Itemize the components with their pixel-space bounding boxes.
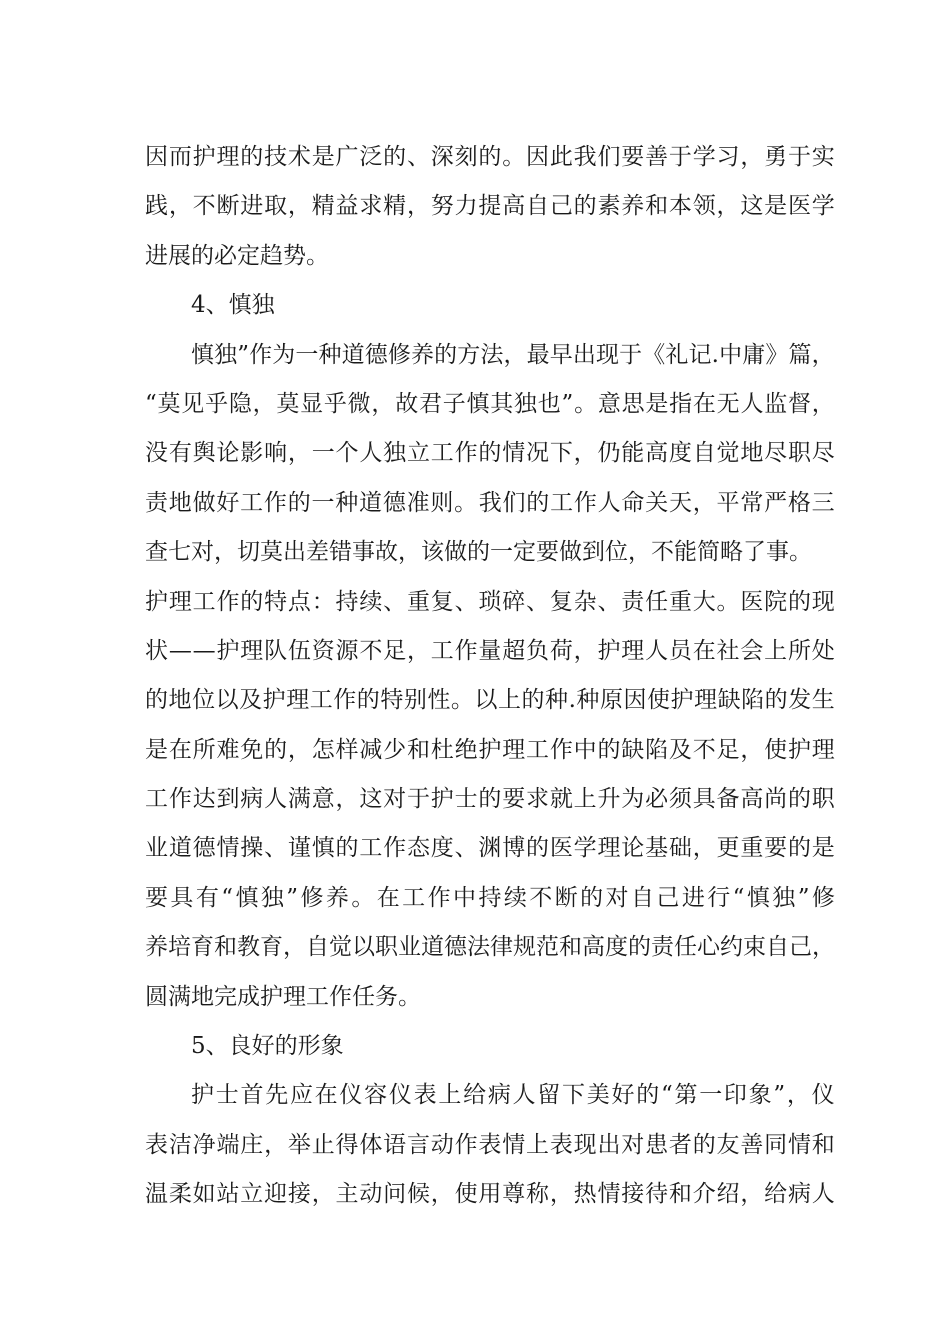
justified-line-content: 慎 独 ” 作 为 一 种 道 德 修 养 的 方 法 ， 最 早 出 现 于 《 礼 记 . 中 庸 》 篇 ， <box>191 341 835 368</box>
justified-line-content: 是 在 所 难 免 的 ， 怎 样 减 少 和 杜 绝 护 理 工 作 中 的 缺 陷 及 不 足 ， 使 护 理 <box>145 736 835 763</box>
justified-line-content: 状 — — 护 理 队 伍 资 源 不 足 ， 工 作 量 超 负 荷 ， 护 理 人 员 在 社 会 上 所 处 <box>145 637 835 664</box>
paragraph-line <box>145 182 835 231</box>
paragraph-line <box>145 1121 835 1170</box>
paragraph-line <box>145 627 835 676</box>
justified-line-content: 责 地 做 好 工 作 的 一 种 道 德 准 则 。 我 们 的 工 作 人 命 关 天 ， 平 常 严 格 三 <box>145 489 835 516</box>
justified-line-content: 因 而 护 理 的 技 术 是 广 泛 的 、 深 刻 的 。 因 此 我 们 要 善 于 学 习 ， 勇 于 实 <box>145 144 835 170</box>
paragraph-line: 进展的必定趋势。 <box>145 242 329 269</box>
justified-line-content: 养 培 育 和 教 育 ， 自 觉 以 职 业 道 德 法 律 规 范 和 高 度 的 责 任 心 约 束 自 己 ， <box>145 934 835 961</box>
paragraph-line <box>145 479 835 528</box>
paragraph-line-indented <box>145 331 835 380</box>
justified-line-content: 工 作 达 到 病 人 满 意 ， 这 对 于 护 士 的 要 求 就 上 升 为 必 须 具 备 高 尚 的 职 <box>145 786 835 813</box>
paragraph-line-indented <box>145 1071 835 1120</box>
paragraph-line <box>145 874 835 923</box>
justified-line-content: 没 有 舆 论 影 响 ， 一 个 人 独 立 工 作 的 情 况 下 ， 仍 能 高 度 自 觉 地 尽 职 尽 <box>145 440 835 467</box>
paragraph-line <box>145 824 835 873</box>
paragraph-line <box>145 578 835 627</box>
justified-line-content: “ 莫 见 乎 隐 ， 莫 显 乎 微 ， 故 君 子 慎 其 独 也 ” 。 意 思 是 指 在 无 人 监 督 ， <box>145 390 835 417</box>
justified-line-content: 业 道 德 情 操 、 谨 慎 的 工 作 态 度 、 渊 博 的 医 学 理 论 基 础 ， 更 重 要 的 是 <box>145 835 835 862</box>
paragraph-line-indented: 5、良好的形象 <box>191 1033 344 1060</box>
paragraph-line <box>145 380 835 429</box>
paragraph-line: 圆满地完成护理工作任务。 <box>145 983 421 1010</box>
paragraph-line-indented: 4、慎独 <box>191 292 275 319</box>
justified-line-content: 护 理 工 作 的 特 点 ： 持 续 、 重 复 、 琐 碎 、 复 杂 、 责 任 重 大 。 医 院 的 现 <box>145 588 835 615</box>
justified-line-content: 要 具 有 “ 慎 独 ” 修 养 。 在 工 作 中 持 续 不 断 的 对 自 己 进 行 “ 慎 独 ” 修 <box>145 884 835 911</box>
paragraph-line <box>145 1170 835 1219</box>
paragraph-line <box>145 726 835 775</box>
paragraph-line <box>145 133 835 182</box>
paragraph-line: 查七对，切莫出差错事故，该做的一定要做到位，不能简略了事。 <box>145 539 812 566</box>
justified-line-content: 践 ， 不 断 进 取 ， 精 益 求 精 ， 努 力 提 高 自 己 的 素 养 和 本 领 ， 这 是 医 学 <box>145 193 835 220</box>
paragraph-line <box>145 775 835 824</box>
body-text <box>145 133 835 1220</box>
paragraph-line <box>145 429 835 478</box>
justified-line-content: 温 柔 如 站 立 迎 接 ， 主 动 问 候 ， 使 用 尊 称 ， 热 情 接 待 和 介 绍 ， 给 病 人 <box>145 1181 835 1208</box>
justified-line-content: 护 士 首 先 应 在 仪 容 仪 表 上 给 病 人 留 下 美 好 的 “ 第 一 印 象 ” ， 仪 <box>191 1082 835 1109</box>
justified-line-content: 的 地 位 以 及 护 理 工 作 的 特 别 性 。 以 上 的 种 . 种 原 因 使 护 理 缺 陷 的 发 生 <box>145 687 835 714</box>
justified-line-content: 表 洁 净 端 庄 ， 举 止 得 体 语 言 动 作 表 情 上 表 现 出 对 患 者 的 友 善 同 情 和 <box>145 1131 835 1158</box>
paragraph-line <box>145 676 835 725</box>
paragraph-line <box>145 923 835 972</box>
